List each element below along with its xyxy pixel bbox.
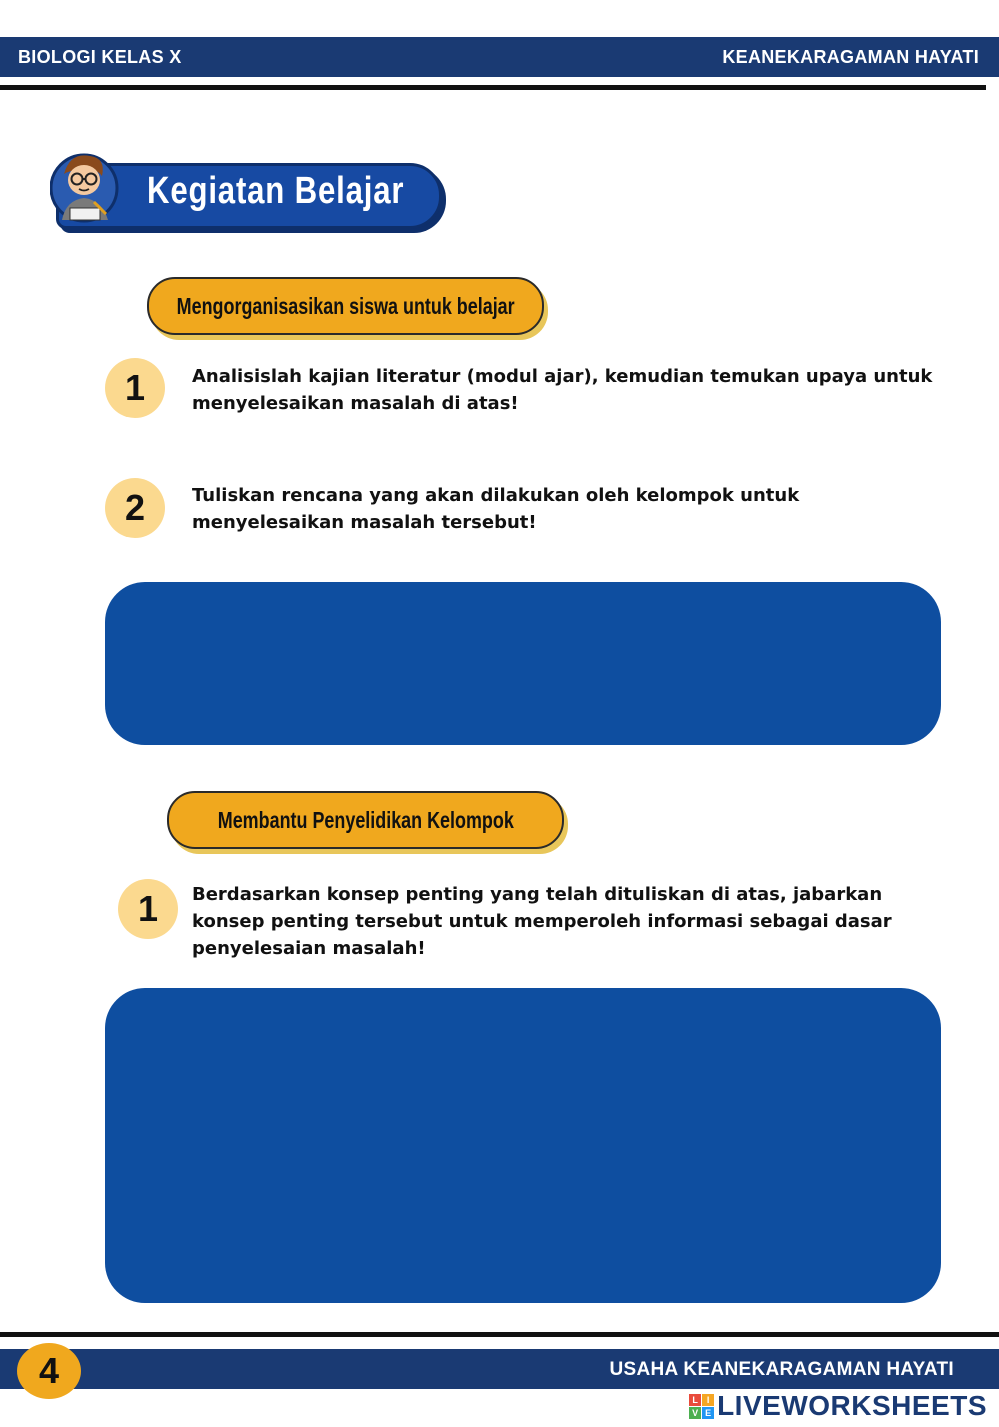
- section-organize-header: [147, 277, 544, 335]
- header-divider: [0, 85, 986, 90]
- question-text: Analisislah kajian literatur (modul ajar), kemudian temukan upaya untuk menyelesaikan masalah di atas!: [192, 366, 933, 414]
- section-investigation-title: Membantu Penyelidikan Kelompok: [217, 806, 514, 833]
- page-number: 4: [17, 1343, 81, 1399]
- answer-box-plan[interactable]: [105, 582, 941, 745]
- liveworksheets-logo-icon: L I V E: [689, 1394, 714, 1419]
- footer-divider: [0, 1332, 999, 1337]
- header-subject: BIOLOGI KELAS X: [18, 47, 182, 67]
- question-number-badge: 1: [105, 358, 165, 418]
- liveworksheets-text: LIVEWORKSHEETS: [717, 1390, 987, 1421]
- footer-title: USAHA KEANEKARAGAMAN HAYATI: [609, 1359, 954, 1380]
- section-investigation-header: [167, 791, 564, 849]
- header-topic: KEANEKARAGAMAN HAYATI: [722, 47, 979, 67]
- question-number-badge: 2: [105, 478, 165, 538]
- section-organize-title: Mengorganisasikan siswa untuk belajar: [176, 292, 515, 319]
- question-text: Berdasarkan konsep penting yang telah dituliskan di atas, jabarkan konsep penting tersebut untuk memperoleh informasi sebagai dasar penyelesaian masalah!: [192, 884, 892, 959]
- activity-title: Kegiatan Belajar: [147, 170, 405, 212]
- answer-box-concept[interactable]: [105, 988, 941, 1303]
- student-avatar-icon: [50, 148, 122, 228]
- question-number-badge: 1: [118, 879, 178, 939]
- question-text: Tuliskan rencana yang akan dilakukan oleh kelompok untuk menyelesaikan masalah tersebut!: [192, 485, 800, 533]
- liveworksheets-watermark: [689, 1390, 987, 1422]
